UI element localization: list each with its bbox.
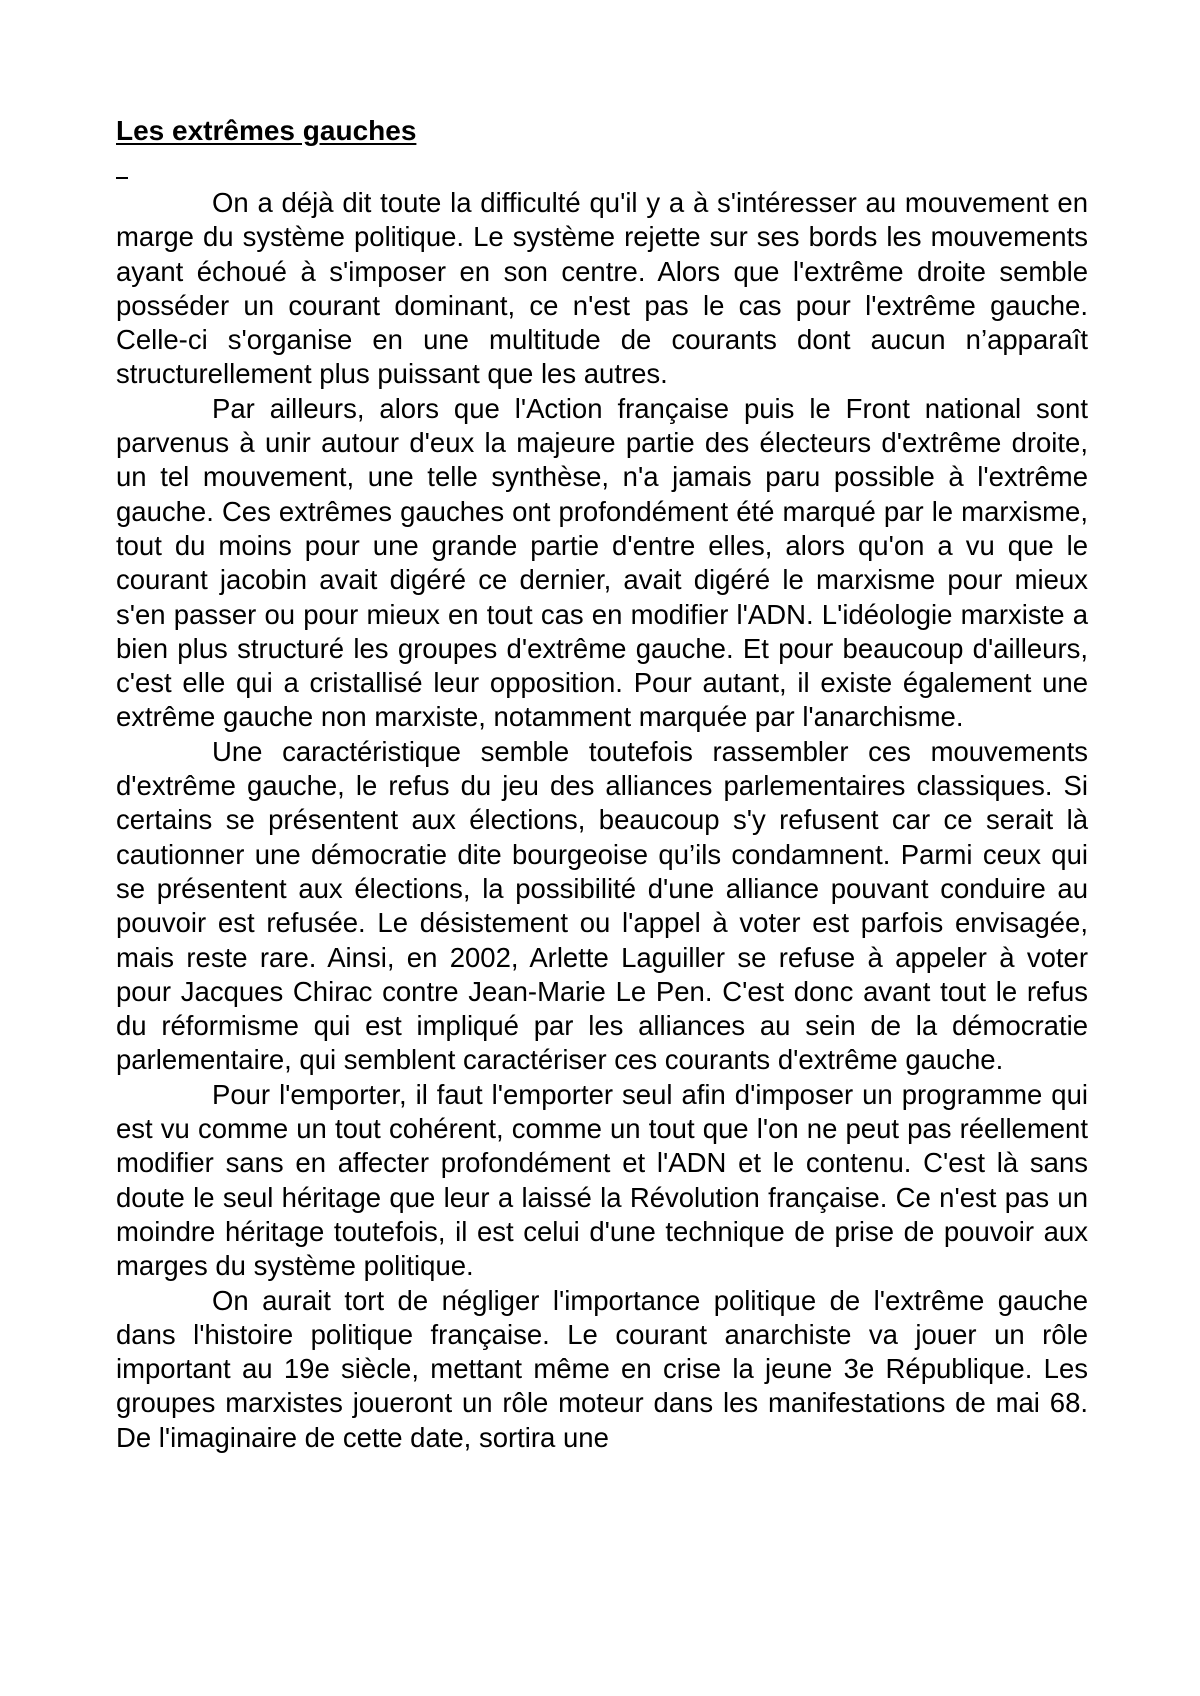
paragraph: Par ailleurs, alors que l'Action française puis le Front national sont parvenus à unir autour d'eux la majeure partie des électeurs d'extrême droite, un tel mouvement, une telle synthèse, n'a jamais paru possible à l'extrême gauche. Ces extrêmes gauches ont profondément été marqué par le marxisme, tout du moins pour une grande partie d'entre elles, alors qu'on a vu que le courant jacobin avait digéré ce dernier, avait digéré le marxisme pour mieux s'en passer ou pour mieux en tout cas en modifier l'ADN. L'idéologie marxiste a bien plus structuré les groupes d'extrême gauche. Et pour beaucoup d'ailleurs, c'est elle qui a cristallisé leur opposition. Pour autant, il existe également une extrême gauche non marxiste, notamment marquée par l'anarchisme. xyxy=(116,392,1088,733)
paragraph: On a déjà dit toute la difficulté qu'il y a à s'intéresser au mouvement en marge du système politique. Le système rejette sur ses bords les mouvements ayant échoué à s'imposer en son centre. Alors que l'extrême droite semble posséder un courant dominant, ce n'est pas le cas pour l'extrême gauche. Celle-ci s'organise en une multitude de courants dont aucun n’apparaît structurellement plus puissant que les autres. xyxy=(116,187,1088,390)
page-title: Les extrêmes gauches xyxy=(116,115,417,146)
title-dash-mark xyxy=(116,177,128,179)
paragraph: Pour l'emporter, il faut l'emporter seul afin d'imposer un programme qui est vu comme un tout cohérent, comme un tout que l'on ne peut pas réellement modifier sans en affecter profondément et l'ADN et le contenu. C'est là sans doute le seul héritage que leur a laissé la Révolution française. Ce n'est pas un moindre héritage toutefois, il est celui d'une technique de prise de pouvoir aux marges du système politique. xyxy=(116,1078,1088,1282)
paragraph: Une caractéristique semble toutefois rassembler ces mouvements d'extrême gauche, le refus du jeu des alliances parlementaires classiques. Si certains se présentent aux élections, beaucoup s'y refusent car ce serait là cautionner une démocratie dite bourgeoise qu’ils condamnent. Parmi ceux qui se présentent aux élections, la possibilité d'une alliance pouvant conduire au pouvoir est refusée. Le désistement ou l'appel à voter est parfois envisagée, mais reste rare. Ainsi, en 2002, Arlette Laguiller se refuse à appeler à voter pour Jacques Chirac contre Jean-Marie Le Pen. C'est donc avant tout le refus du réformisme qui est impliqué par les alliances au sein de la démocratie parlementaire, qui semblent caractériser ces courants d'extrême gauche. xyxy=(116,735,1088,1076)
paragraph: On aurait tort de négliger l'importance politique de l'extrême gauche dans l'histoire politique française. Le courant anarchiste va jouer un rôle important au 19e siècle, mettant même en crise la jeune 3e République. Les groupes marxistes joueront un rôle moteur dans les manifestations de mai 68. De l'imaginaire de cette date, sortira une xyxy=(116,1284,1088,1453)
document-body xyxy=(116,186,1088,1455)
